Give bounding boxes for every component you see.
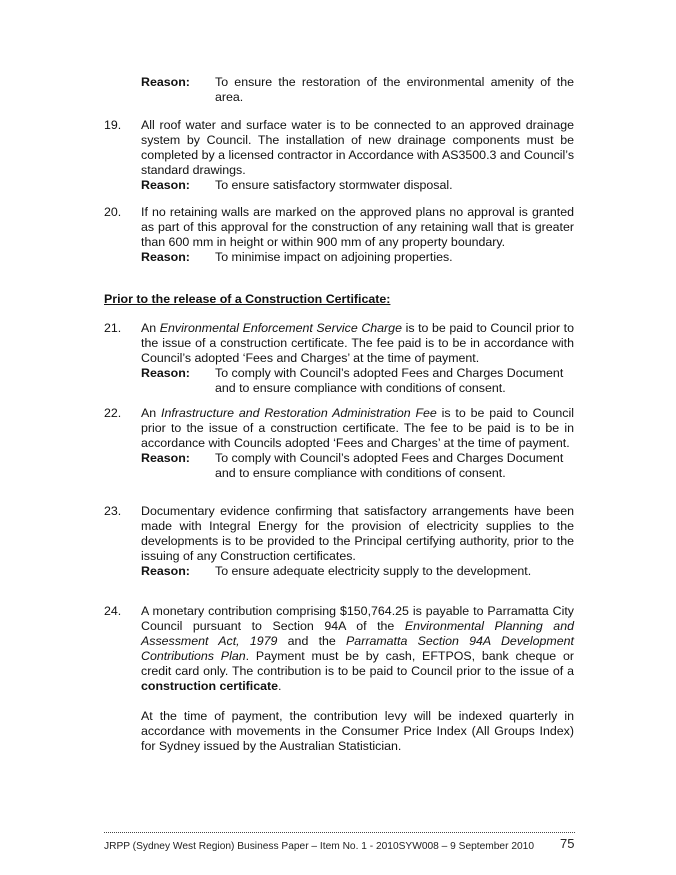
condition-item-19 xyxy=(104,118,574,193)
text-run: . Payment must be by cash, EFTPOS, bank cheque or credit card only. The contribution is to be paid to Council prior to the issue of a xyxy=(141,649,574,678)
act-name: Environmental Planning and Assessment Act, 1979 xyxy=(141,619,574,648)
item-number: 23. xyxy=(104,504,122,518)
item-number: 22. xyxy=(104,406,122,420)
condition-item-22 xyxy=(104,406,574,481)
reason-text: To ensure the restoration of the environmental amenity of the area. xyxy=(215,75,574,104)
condition-item-23 xyxy=(104,504,574,579)
text-run: is to be paid to Council prior to the issue of a construction certificate. The fee paid is to be in accordance with Council’s adopted ‘Fees and Charges’ at the time of payment. xyxy=(141,321,575,365)
item-body xyxy=(141,321,574,366)
bold-term: construction certificate xyxy=(141,679,279,693)
reason-row xyxy=(141,250,574,265)
reason-text: To minimise impact on adjoining properties. xyxy=(215,250,453,264)
item-body: If no retaining walls are marked on the approved plans no approval is granted as part of this approval for the construction of any retaining wall that is greater than 600 mm in height or within 900 mm of any property boundary. xyxy=(141,205,574,249)
text-run: An xyxy=(141,406,161,420)
item-body-paragraph-2: At the time of payment, the contribution levy will be indexed quarterly in accordance with movements in the Consumer Price Index (All Groups Index) for Sydney issued by the Australian Statistician. xyxy=(141,709,574,753)
text-run: . xyxy=(278,679,282,693)
reason-row xyxy=(141,564,574,579)
reason-row xyxy=(141,178,574,193)
reason-block-top xyxy=(141,75,574,105)
text-run: and the xyxy=(277,634,347,648)
reason-row xyxy=(141,451,574,481)
fee-name: Environmental Enforcement Service Charge xyxy=(159,321,402,335)
reason-text: To comply with Council’s adopted Fees and Charges Document and to ensure compliance with conditions of consent. xyxy=(215,366,564,395)
text-run: A monetary contribution comprising $150,764.25 is payable to Parramatta City Council pursuant to Section 94A of the xyxy=(141,604,574,633)
reason-text: To comply with Council’s adopted Fees and Charges Document and to ensure compliance with conditions of consent. xyxy=(215,451,564,480)
section-heading: Prior to the release of a Construction Certificate: xyxy=(104,292,391,306)
item-number: 20. xyxy=(104,205,122,219)
footer-divider xyxy=(104,832,575,833)
item-number: 19. xyxy=(104,118,122,132)
item-number: 21. xyxy=(104,321,122,335)
reason-label: Reason: xyxy=(141,75,190,89)
footer-text: JRPP (Sydney West Region) Business Paper – Item No. 1 - 2010SYW008 – 9 September 2010 xyxy=(104,841,534,852)
reason-text: To ensure adequate electricity supply to the development. xyxy=(215,564,532,578)
item-number: 24. xyxy=(104,604,122,618)
page-number: 75 xyxy=(560,836,575,851)
condition-item-21 xyxy=(104,321,574,396)
reason-label: Reason: xyxy=(141,564,190,578)
reason-text: To ensure satisfactory stormwater disposal. xyxy=(215,178,453,192)
reason-label: Reason: xyxy=(141,250,190,264)
item-body: All roof water and surface water is to be connected to an approved drainage system by Council. The installation of new drainage components must be completed by a licensed contractor in Accordance with AS3500.3 and Council’s standard drawings. xyxy=(141,118,575,177)
item-body: Documentary evidence confirming that satisfactory arrangements have been made with Integral Energy for the provision of electricity supplies to the developments is to be provided to the Principal certifying authority, prior to the issuing of any Construction certificates. xyxy=(141,504,574,563)
item-body xyxy=(141,406,574,451)
reason-label: Reason: xyxy=(141,178,190,192)
reason-label: Reason: xyxy=(141,366,190,380)
fee-name: Infrastructure and Restoration Administration Fee xyxy=(161,406,437,420)
item-body xyxy=(141,604,574,694)
reason-row xyxy=(141,366,574,396)
plan-name: Parramatta Section 94A Development Contributions Plan xyxy=(141,634,574,663)
condition-item-20 xyxy=(104,205,574,265)
text-run: An xyxy=(141,321,160,335)
text-run: is to be paid to Council prior to the issue of a construction certificate. The fee to be paid is to be in accordance with Councils adopted ‘Fees and Charges’ at the time of payment. xyxy=(141,406,574,450)
reason-label: Reason: xyxy=(141,451,190,465)
condition-item-24 xyxy=(104,604,574,754)
